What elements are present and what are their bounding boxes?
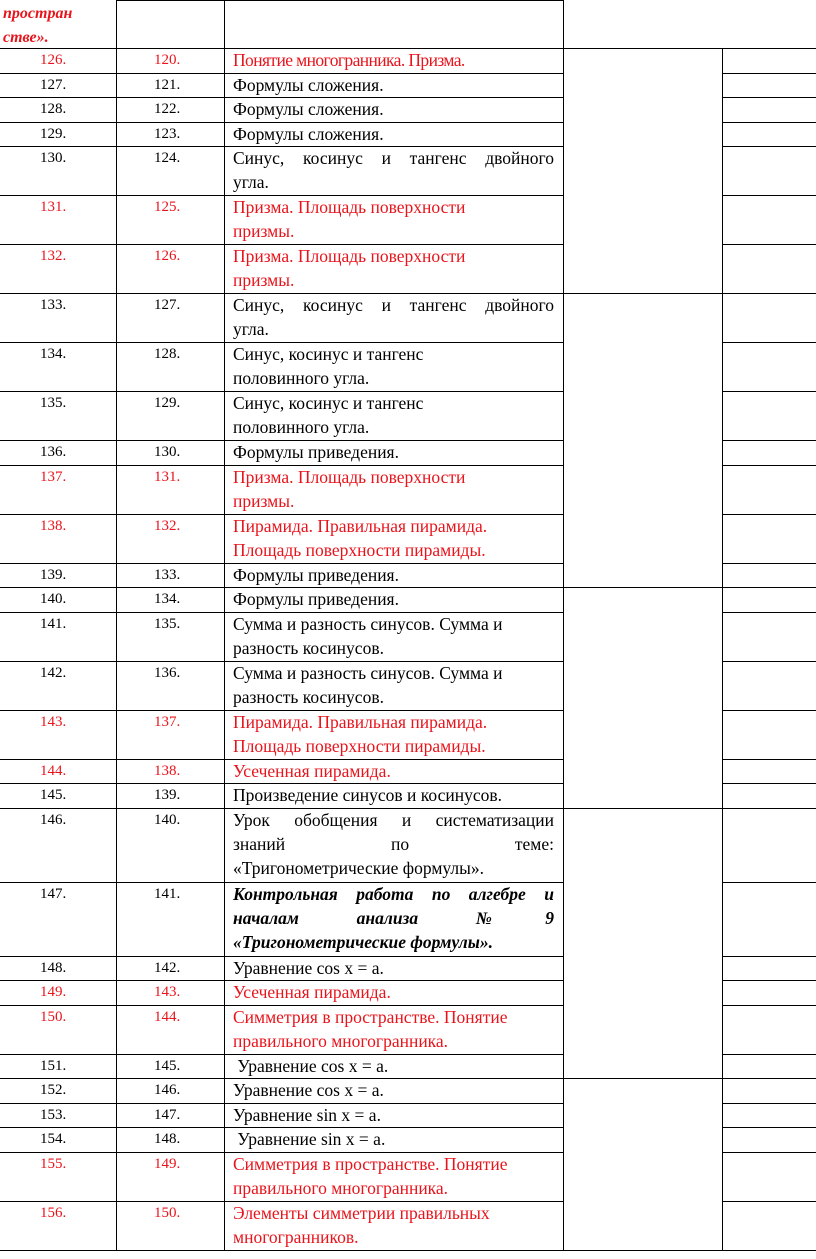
lesson-subnumber: 126. — [154, 248, 181, 264]
lesson-number: 128. — [40, 101, 67, 117]
lesson-subnumber: 136. — [154, 664, 181, 681]
lesson-number: 137. — [40, 468, 67, 485]
lesson-topic-line: Сумма и разность синусов. Сумма и — [233, 662, 503, 683]
lesson-number: 133. — [40, 297, 67, 313]
lesson-topic-line: Формулы приведения. — [233, 589, 399, 609]
lesson-topic — [233, 563, 554, 587]
lesson-topic-line: Синус, косинус и тангенс — [233, 393, 424, 413]
lesson-topic-line: началам анализа №9 — [233, 907, 554, 928]
lesson-topic — [233, 1054, 554, 1078]
lesson-topic — [233, 612, 554, 660]
grid-horizontal-line — [722, 342, 816, 343]
lesson-number: 152. — [40, 1082, 67, 1098]
lesson-topic — [233, 342, 554, 390]
lesson-subnumber: 125. — [154, 199, 181, 215]
lesson-topic — [233, 97, 554, 121]
lesson-topic — [233, 440, 554, 464]
grid-horizontal-line — [722, 956, 816, 957]
lesson-number: 127. — [40, 76, 67, 93]
lesson-subnumber: 129. — [154, 395, 181, 411]
lesson-subnumber: 138. — [154, 762, 181, 779]
grid-horizontal-line — [722, 563, 816, 564]
lesson-subnumber: 150. — [154, 1204, 181, 1221]
lesson-topic-line: Уравнение cos x = a. — [233, 957, 384, 978]
lesson-topic-line: Призма. Площадь поверхности — [233, 466, 466, 487]
lesson-number: 144. — [40, 762, 67, 779]
lesson-topic-line: Площадь поверхности пирамиды. — [233, 735, 486, 756]
lesson-subnumber: 132. — [154, 517, 181, 534]
lesson-topic-line: Уравнение cos x = a. — [233, 1080, 384, 1100]
lesson-topic-line: Формулы сложения. — [233, 99, 384, 119]
lesson-topic-line: Симметрия в пространстве. Понятие — [233, 1153, 508, 1174]
lesson-topic-line: призмы. — [233, 270, 295, 290]
lesson-topic-line: Контрольная работа по алгебре и — [233, 883, 554, 904]
lesson-subnumber: 120. — [154, 52, 181, 68]
lesson-number: 132. — [40, 248, 67, 264]
grid-horizontal-line — [0, 1250, 816, 1251]
lesson-subnumber: 131. — [154, 468, 181, 485]
lesson-topic-line: половинного угла. — [233, 417, 370, 437]
grid-vertical-line — [224, 0, 225, 48]
grid-horizontal-line — [722, 391, 816, 392]
lesson-topic-line: Формулы приведения. — [233, 442, 399, 462]
lesson-topic — [233, 195, 554, 243]
lesson-topic — [233, 1201, 554, 1249]
lesson-topic — [233, 710, 554, 758]
lesson-number: 131. — [40, 199, 67, 215]
lesson-topic — [233, 956, 554, 980]
header-tail-line: стве». — [3, 29, 49, 46]
lesson-subnumber: 128. — [154, 346, 181, 362]
lesson-topic-line: разность косинусов. — [233, 637, 384, 658]
grid-horizontal-line — [722, 710, 816, 711]
lesson-topic-line: призмы. — [233, 221, 295, 241]
lesson-topic-line: Произведение синусов и косинусов. — [233, 785, 503, 805]
lesson-number: 154. — [40, 1131, 67, 1147]
grid-horizontal-line — [722, 465, 816, 466]
grid-horizontal-line — [722, 244, 816, 245]
grid-horizontal-line — [722, 1103, 816, 1104]
lesson-subnumber: 134. — [154, 591, 181, 607]
lesson-topic — [233, 73, 554, 97]
lesson-topic-line: Усеченная пирамида. — [233, 760, 391, 781]
lesson-topic-line: Уравнение sin x = a. — [233, 1129, 386, 1149]
lesson-topic — [233, 759, 554, 783]
lesson-topic-line: «Тригонометрические формулы». — [233, 931, 494, 952]
grid-vertical-line — [116, 0, 117, 48]
lesson-topic-line: Синус, косинус и тангенс — [233, 344, 424, 364]
lesson-topic-line: знаний по теме: — [233, 833, 554, 854]
grid-horizontal-line — [722, 1127, 816, 1128]
lesson-topic — [233, 48, 554, 72]
lesson-subnumber: 123. — [154, 125, 181, 142]
grid-horizontal-line — [722, 980, 816, 981]
grid-horizontal-line — [722, 97, 816, 98]
lesson-topic-line: Призма. Площадь поверхности — [233, 246, 466, 266]
lesson-number: 139. — [40, 566, 67, 583]
lesson-topic-line: Синус, косинус и тангенс двойного — [233, 148, 554, 168]
lesson-subnumber: 124. — [154, 150, 181, 166]
lesson-number: 135. — [40, 395, 67, 411]
lesson-number: 149. — [40, 984, 67, 1000]
lesson-topic — [233, 391, 554, 439]
lesson-subnumber: 144. — [154, 1008, 181, 1025]
lesson-number: 126. — [40, 52, 67, 68]
lesson-topic — [233, 244, 554, 292]
grid-vertical-line — [224, 48, 225, 1250]
lesson-number: 151. — [40, 1057, 67, 1074]
lesson-topic-line: многогранников. — [233, 1226, 359, 1247]
grid-horizontal-line — [722, 1152, 816, 1153]
lesson-topic-line: Формулы сложения. — [233, 123, 384, 144]
lesson-topic — [233, 783, 554, 807]
lesson-number: 134. — [40, 346, 67, 362]
lesson-topic-line: Элементы симметрии правильных — [233, 1202, 490, 1223]
lesson-topic-line: Уравнение cos x = a. — [233, 1055, 389, 1076]
lesson-topic-line: Уравнение sin x = a. — [233, 1104, 381, 1125]
lesson-number: 153. — [40, 1106, 67, 1123]
lesson-topic — [233, 1005, 554, 1053]
lesson-subnumber: 141. — [154, 885, 181, 902]
lesson-number: 156. — [40, 1204, 67, 1221]
lesson-topic — [233, 882, 554, 954]
lesson-topic-line: правильного многогранника. — [233, 1177, 449, 1198]
lesson-number: 140. — [40, 591, 67, 607]
lesson-topic-line: Усеченная пирамида. — [233, 982, 391, 1002]
header-tail-line: простран — [3, 5, 73, 22]
lesson-topic — [233, 661, 554, 709]
grid-horizontal-line — [116, 0, 563, 1]
lesson-subnumber: 143. — [154, 984, 181, 1000]
lesson-subnumber: 130. — [154, 444, 181, 460]
lesson-number: 155. — [40, 1155, 67, 1172]
lesson-topic — [233, 808, 554, 880]
lesson-number: 138. — [40, 517, 67, 534]
lesson-topic — [233, 1127, 554, 1151]
lesson-topic-line: Пирамида. Правильная пирамида. — [233, 515, 488, 536]
lesson-subnumber: 142. — [154, 959, 181, 976]
lesson-topic-line: Площадь поверхности пирамиды. — [233, 539, 486, 560]
lesson-topic-line: угла. — [233, 172, 269, 192]
grid-horizontal-line — [722, 1201, 816, 1202]
lesson-subnumber: 139. — [154, 787, 181, 803]
lesson-number: 143. — [40, 713, 67, 730]
lesson-subnumber: 146. — [154, 1082, 181, 1098]
lesson-topic-line: угла. — [233, 319, 269, 339]
grid-horizontal-line — [722, 759, 816, 760]
grid-horizontal-line — [722, 514, 816, 515]
grid-horizontal-line — [722, 122, 816, 123]
lesson-number: 130. — [40, 150, 67, 166]
grid-horizontal-line — [722, 146, 816, 147]
lesson-topic-line: Симметрия в пространстве. Понятие — [233, 1006, 508, 1027]
lesson-subnumber: 127. — [154, 297, 181, 313]
grid-vertical-line — [722, 48, 723, 1250]
grid-horizontal-line — [722, 783, 816, 784]
lesson-topic-line: Понятие многогранника. Призма. — [233, 50, 465, 70]
lesson-number: 148. — [40, 959, 67, 976]
grid-vertical-line — [563, 0, 564, 1250]
lesson-number: 141. — [40, 615, 67, 632]
lesson-subnumber: 147. — [154, 1106, 181, 1123]
lesson-subnumber: 122. — [154, 101, 181, 117]
lesson-number: 145. — [40, 787, 67, 803]
lesson-subnumber: 135. — [154, 615, 181, 632]
lesson-topic — [233, 146, 554, 194]
lesson-number: 146. — [40, 811, 67, 828]
lesson-topic — [233, 1078, 554, 1102]
lesson-topic-line: Синус, косинус и тангенс двойного — [233, 295, 554, 315]
lesson-topic-line: разность косинусов. — [233, 686, 384, 707]
lesson-subnumber: 133. — [154, 566, 181, 583]
lesson-topic-line: Формулы приведения. — [233, 564, 399, 585]
lesson-topic — [233, 1152, 554, 1200]
lesson-topic — [233, 293, 554, 341]
grid-horizontal-line — [722, 612, 816, 613]
grid-horizontal-line — [722, 440, 816, 441]
lesson-subnumber: 140. — [154, 811, 181, 828]
lesson-topic-line: Пирамида. Правильная пирамида. — [233, 711, 488, 732]
lesson-topic — [233, 465, 554, 513]
lesson-number: 142. — [40, 664, 67, 681]
lesson-subnumber: 148. — [154, 1131, 181, 1147]
lesson-number: 129. — [40, 125, 67, 142]
grid-horizontal-line — [722, 882, 816, 883]
grid-horizontal-line — [722, 195, 816, 196]
lesson-subnumber: 149. — [154, 1155, 181, 1172]
grid-horizontal-line — [722, 73, 816, 74]
lesson-number: 136. — [40, 444, 67, 460]
lesson-subnumber: 145. — [154, 1057, 181, 1074]
lesson-topic — [233, 980, 554, 1004]
grid-horizontal-line — [722, 1054, 816, 1055]
lesson-topic — [233, 1103, 554, 1127]
lesson-topic-line: Призма. Площадь поверхности — [233, 197, 466, 217]
lesson-topic-line: Формулы сложения. — [233, 74, 384, 95]
lesson-subnumber: 137. — [154, 713, 181, 730]
lesson-topic — [233, 587, 554, 611]
grid-vertical-line — [116, 48, 117, 1250]
lesson-topic — [233, 122, 554, 146]
lesson-topic-line: Сумма и разность синусов. Сумма и — [233, 613, 503, 634]
grid-horizontal-line — [722, 661, 816, 662]
lesson-topic — [233, 514, 554, 562]
lesson-number: 150. — [40, 1008, 67, 1025]
grid-horizontal-line — [722, 1005, 816, 1006]
lesson-topic-line: правильного многогранника. — [233, 1030, 449, 1051]
header-row-tail — [3, 2, 72, 50]
lesson-number: 147. — [40, 885, 67, 902]
lesson-topic-line: половинного угла. — [233, 368, 370, 388]
lesson-topic-line: призмы. — [233, 490, 295, 511]
lesson-topic-line: Урок обобщения и систематизации — [233, 809, 554, 830]
lesson-subnumber: 121. — [154, 76, 181, 93]
lesson-topic-line: «Тригонометрические формулы». — [233, 857, 485, 878]
